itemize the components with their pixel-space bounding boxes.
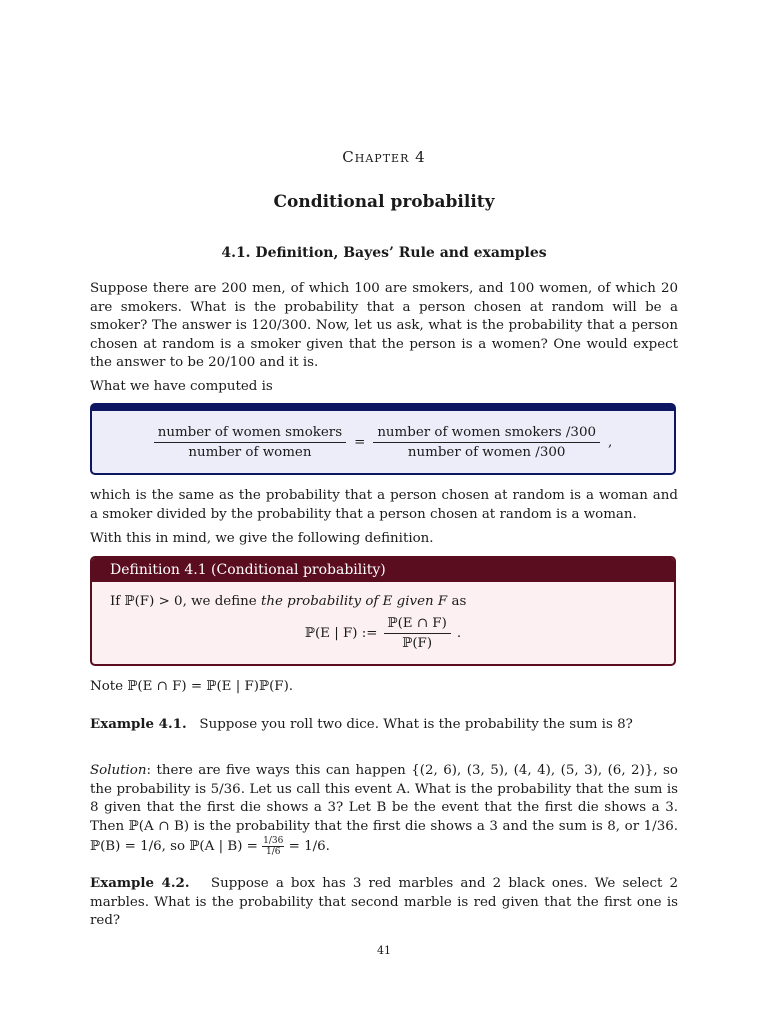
- left-numerator: number of women smokers: [154, 425, 346, 443]
- left-fraction: [154, 425, 346, 460]
- left-denominator: number of women: [188, 445, 312, 460]
- right-fraction: [373, 425, 600, 460]
- definition-prefix: If ℙ(F) > 0, we define: [110, 594, 257, 609]
- solution-frac-denominator: 1/6: [266, 847, 281, 858]
- equation-row: [92, 425, 674, 460]
- example-2-label: Example 4.2.: [90, 875, 190, 891]
- solution-small-fraction: [262, 836, 284, 857]
- after-equation-paragraph: which is the same as the probability that a person chosen at random is a woman and a smoker divided by the probability that a person chosen at random is a woman.: [90, 488, 678, 522]
- solution-last-suffix: = 1/6.: [288, 839, 330, 855]
- definition-lhs: ℙ(E | F) :=: [304, 626, 378, 641]
- definition-trail: .: [456, 626, 462, 641]
- equals-sign: =: [354, 435, 366, 450]
- mind-paragraph: With this in mind, we give the following definition.: [90, 531, 434, 546]
- definition-box: [90, 556, 676, 666]
- definition-line: [110, 594, 466, 609]
- section-heading: 4.1. Definition, Bayes’ Rule and examples: [221, 245, 547, 261]
- definition-equation: [92, 616, 674, 651]
- solution-frac-numerator: 1/36: [263, 836, 284, 847]
- chapter-label: Chapter 4: [342, 148, 426, 166]
- right-denominator: number of women /300: [407, 445, 566, 460]
- solution-last-prefix: ℙ(A | B) =: [189, 839, 258, 855]
- solution-paragraph: [90, 762, 678, 857]
- intro-paragraph: Suppose there are 200 men, of which 100 are smokers, and 100 women, of which 20 are smokers. What is the probability that a person chosen at random will be a smoker? The answer is 120/300. Now, let us ask, what is the probability that a person chosen at random is a smoker given that the person is a women? One would expect the answer to be 20/100 and it is.: [90, 281, 678, 371]
- definition-numerator: ℙ(E ∩ F): [384, 616, 451, 634]
- example-2: [90, 874, 678, 931]
- definition-denominator: ℙ(F): [402, 636, 433, 651]
- definition-suffix: as: [451, 594, 467, 609]
- example-2-text: Suppose a box has 3 red marbles and 2 black ones. We select 2 marbles. What is the probability that second marble is red given that the first one is red?: [90, 876, 679, 929]
- right-numerator: number of women smokers /300: [373, 425, 600, 443]
- example-1: [90, 715, 678, 735]
- equation-box: [90, 403, 676, 475]
- example-1-text: Suppose you roll two dice. What is the probability the sum is 8?: [199, 717, 633, 732]
- note-line: Note ℙ(E ∩ F) = ℙ(E | F)ℙ(F).: [90, 679, 294, 694]
- definition-italic: the probability of E given F: [260, 594, 448, 609]
- computed-lead: What we have computed is: [90, 379, 273, 394]
- solution-text: : there are five ways this can happen {(2, 6), (3, 5), (4, 4), (5, 3), (6, 2)}, so the probability is 5/36. Let us call this event A. What is the probability that the sum is 8 given that the first die shows a 3? Let B be the event that the first die shows a 3. Then ℙ(A ∩ B) is the probability that the first die shows a 3 and the sum is 8, or 1/36. ℙ(B) = 1/6, so: [90, 763, 678, 855]
- page-number: 41: [377, 944, 391, 957]
- example-1-label: Example 4.1.: [90, 716, 187, 732]
- chapter-title: Conditional probability: [273, 192, 495, 212]
- definition-header: Definition 4.1 (Conditional probability): [92, 558, 674, 582]
- definition-fraction: [384, 616, 451, 651]
- solution-label: Solution: [90, 763, 147, 778]
- equation-trail: ,: [607, 435, 613, 450]
